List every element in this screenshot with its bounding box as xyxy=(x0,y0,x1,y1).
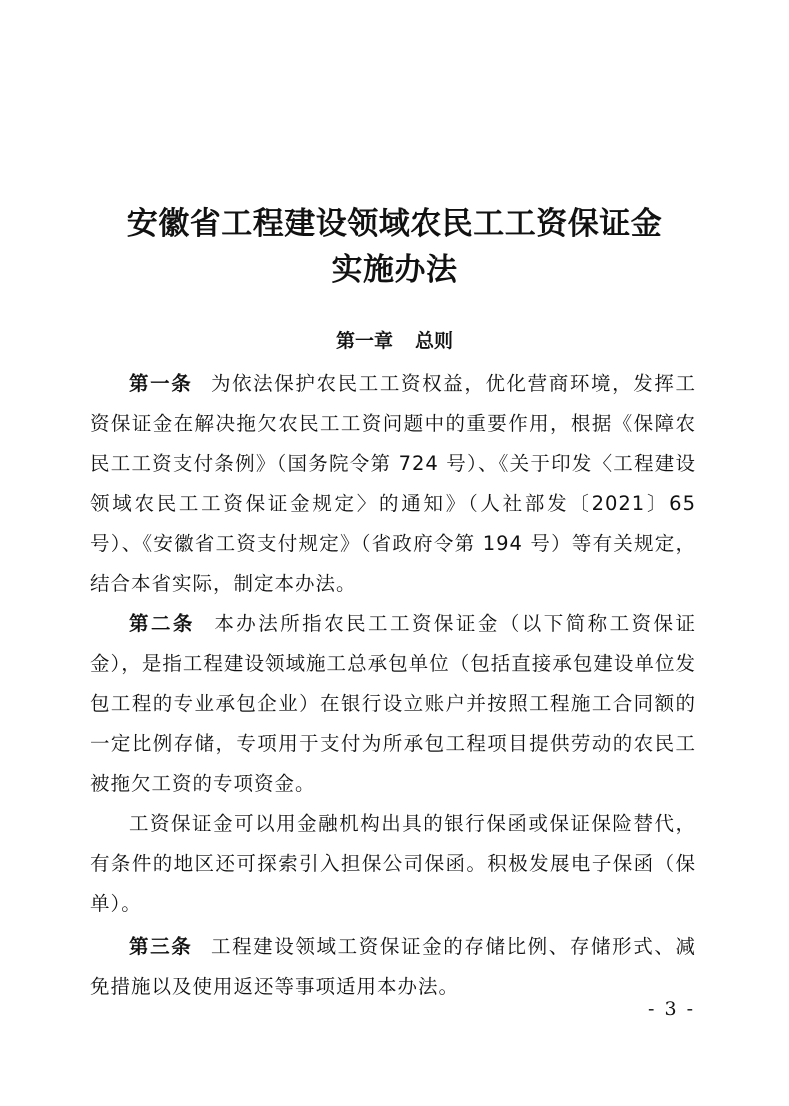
chapter-number: 第一章 xyxy=(335,330,393,352)
article-3 xyxy=(90,927,696,1007)
article-2-paragraph-2-text: 工资保证金可以用金融机构出具的银行保函或保证保险替代，有条件的地区还可探索引入担保公司保函。积极发展电子保函（保单）。 xyxy=(90,812,696,915)
chapter-name: 总则 xyxy=(415,330,454,352)
article-3-text: 工程建设领域工资保证金的存储比例、存储形式、减免措施以及使用返还等事项适用本办法。 xyxy=(90,935,696,998)
article-1-text: 为依法保护农民工工资权益，优化营商环境，发挥工资保证金在解决拖欠农民工工资问题中的重要作用，根据《保障农民工工资支付条例》（国务院令第 724 号）、《关于印发〈工程建设领域农民工工资保证金规定〉的通知》（人社部发〔2021〕65 号）、《安徽省工资支付规定》（省政府令第 194 号）等有关规定，结合本省实际，制定本办法。 xyxy=(90,372,696,595)
document-body xyxy=(90,364,696,1007)
article-2-paragraph-2 xyxy=(90,804,696,924)
article-2-label: 第二条 xyxy=(129,612,195,635)
chapter-heading xyxy=(0,326,789,353)
document-title-line-1: 安徽省工程建设领域农民工工资保证金 xyxy=(126,206,663,242)
article-2 xyxy=(90,604,696,804)
article-3-label: 第三条 xyxy=(129,935,193,958)
page-number: - 3 - xyxy=(648,998,696,1020)
document-title-line-2: 实施办法 xyxy=(331,252,458,288)
article-2-text: 本办法所指农民工工资保证金（以下简称工资保证金），是指工程建设领域施工总承包单位（包括直接承包建设单位发包工程的专业承包企业）在银行设立账户并按照工程施工合同额的一定比例存储，专项用于支付为所承包工程项目提供劳动的农民工被拖欠工资的专项资金。 xyxy=(90,612,696,795)
article-1-label: 第一条 xyxy=(129,372,193,395)
article-1 xyxy=(90,364,696,604)
